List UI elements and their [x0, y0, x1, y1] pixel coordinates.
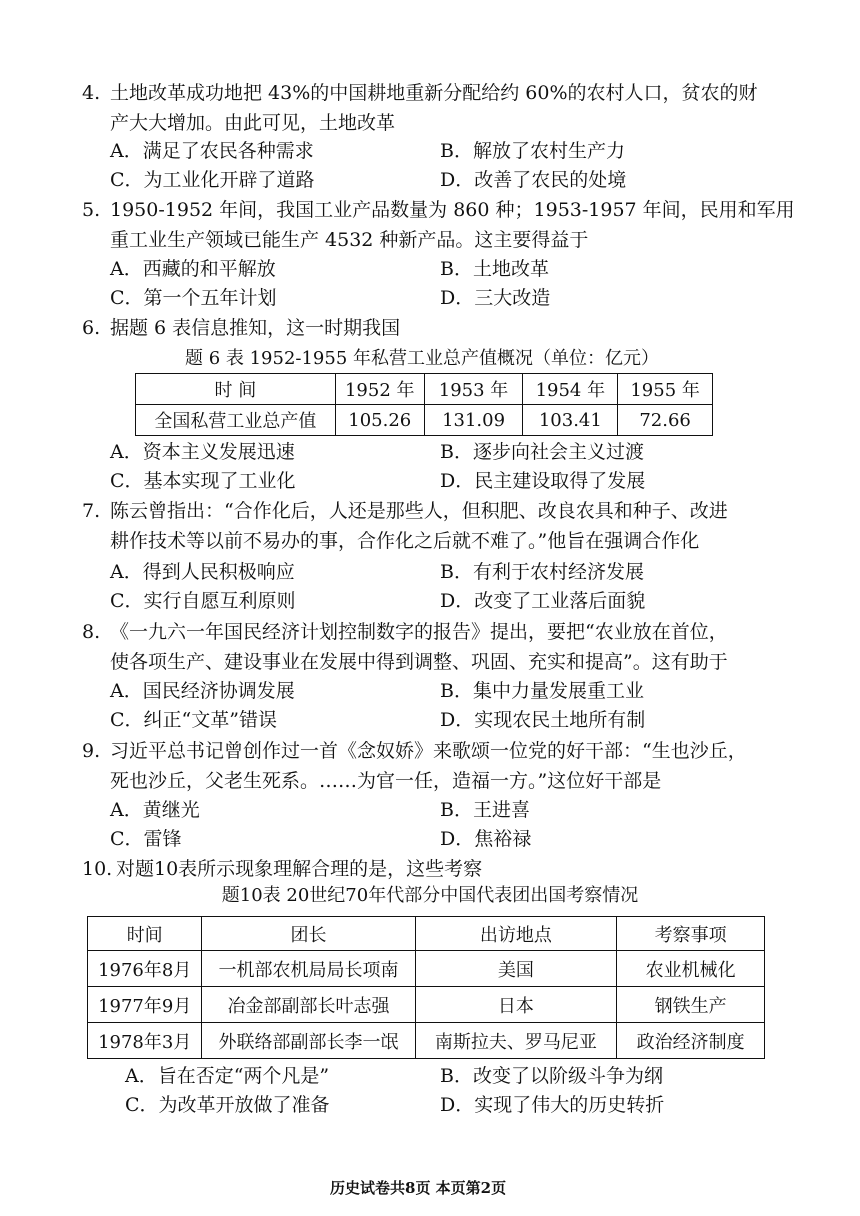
question-10 — [82, 854, 482, 884]
option-c[interactable]: C．实行自愿互利原则 — [110, 590, 296, 612]
option-c[interactable]: C．为改革开放做了准备 — [125, 1094, 330, 1116]
option-a[interactable]: A．黄继光 — [110, 799, 200, 821]
table-caption: 题10表 20世纪70年代部分中国代表团出国考察情况 — [221, 885, 639, 906]
table-cell: 农业机械化 — [617, 951, 765, 987]
option-a[interactable]: A．资本主义发展迅速 — [110, 441, 295, 463]
question-number: 5. — [82, 199, 101, 221]
table-header-cell: 团长 — [202, 917, 415, 951]
question-4 — [82, 78, 758, 138]
table-10 — [87, 916, 765, 1059]
option-c[interactable]: C．基本实现了工业化 — [110, 470, 296, 492]
question-number: 9. — [82, 740, 101, 762]
table-caption: 题 6 表 1952-1955 年私营工业总产值概况（单位：亿元） — [184, 348, 660, 369]
option-a[interactable]: A．旨在否定“两个凡是” — [125, 1065, 330, 1087]
option-c[interactable]: C．纠正“文革”错误 — [110, 709, 277, 731]
question-5 — [82, 195, 795, 255]
table-cell: 外联络部副部长李一氓 — [202, 1023, 415, 1059]
option-b[interactable]: B．集中力量发展重工业 — [440, 680, 644, 702]
question-stem-line: 对题10表所示现象理解合理的是，这些考察 — [116, 858, 483, 880]
option-d[interactable]: D．三大改造 — [440, 287, 551, 309]
table-header-cell: 1953 年 — [424, 374, 523, 405]
question-stem-line: 1950-1952 年间，我国工业产品数量为 860 种；1953-1957 年间，民用和军用 — [110, 199, 795, 221]
question-stem-line: 耕作技术等以前不易办的事，合作化之后就不难了。”他旨在强调合作化 — [110, 530, 700, 552]
question-number: 4. — [82, 82, 101, 104]
option-a[interactable]: A．国民经济协调发展 — [110, 680, 295, 702]
question-6 — [82, 313, 400, 343]
table-cell: 日本 — [415, 987, 617, 1023]
option-b[interactable]: B．改变了以阶级斗争为纲 — [440, 1065, 663, 1087]
question-number: 7. — [82, 500, 101, 522]
question-number: 10. — [82, 858, 113, 880]
question-stem-line: 《一九六一年国民经济计划控制数字的报告》提出，要把“农业放在首位， — [110, 621, 728, 643]
table-cell: 政治经济制度 — [617, 1023, 765, 1059]
question-stem-line: 土地改革成功地把 43%的中国耕地重新分配给约 60%的农村人口，贫农的财 — [110, 82, 758, 104]
option-b[interactable]: B．解放了农村生产力 — [440, 140, 625, 162]
option-c[interactable]: C．雷锋 — [110, 828, 182, 850]
option-c[interactable]: C．第一个五年计划 — [110, 287, 277, 309]
table-cell: 一机部农机局局长项南 — [202, 951, 415, 987]
table-cell: 131.09 — [424, 405, 523, 436]
option-d[interactable]: D．改善了农民的处境 — [440, 169, 627, 191]
table-header-cell: 1955 年 — [618, 374, 713, 405]
table-row — [136, 405, 713, 436]
table-6 — [135, 373, 713, 436]
table-row — [88, 987, 765, 1023]
option-d[interactable]: D．焦裕禄 — [440, 828, 532, 850]
table-cell: 钢铁生产 — [617, 987, 765, 1023]
table-cell: 1976年8月 — [88, 951, 202, 987]
question-9 — [82, 736, 747, 796]
option-b[interactable]: B．王进喜 — [440, 799, 530, 821]
table-cell: 冶金部副部长叶志强 — [202, 987, 415, 1023]
question-stem-line: 陈云曾指出：“合作化后，人还是那些人，但积肥、改良农具和种子、改进 — [110, 500, 728, 522]
table-row — [88, 1023, 765, 1059]
table-cell: 1977年9月 — [88, 987, 202, 1023]
table-cell: 1978年3月 — [88, 1023, 202, 1059]
table-cell: 105.26 — [335, 405, 424, 436]
option-c[interactable]: C．为工业化开辟了道路 — [110, 169, 315, 191]
question-8 — [82, 617, 728, 677]
question-stem-line: 重工业生产领域已能生产 4532 种新产品。这主要得益于 — [110, 229, 589, 251]
question-stem-line: 习近平总书记曾创作过一首《念奴娇》来歌颂一位党的好干部：“生也沙丘， — [110, 740, 747, 762]
option-d[interactable]: D．民主建设取得了发展 — [440, 470, 646, 492]
table-header-row — [136, 374, 713, 405]
option-d[interactable]: D．改变了工业落后面貌 — [440, 590, 646, 612]
question-stem-line: 据题 6 表信息推知，这一时期我国 — [110, 317, 401, 339]
question-number: 8. — [82, 621, 101, 643]
question-stem-line: 死也沙丘，父老生死系。……为官一任，造福一方。”这位好干部是 — [110, 770, 662, 792]
option-a[interactable]: A．得到人民积极响应 — [110, 561, 295, 583]
table-cell: 美国 — [415, 951, 617, 987]
table-header-cell: 考察事项 — [617, 917, 765, 951]
question-7 — [82, 496, 728, 556]
table-cell: 103.41 — [523, 405, 618, 436]
option-b[interactable]: B．有利于农村经济发展 — [440, 561, 644, 583]
table-cell: 72.66 — [618, 405, 713, 436]
option-a[interactable]: A．满足了农民各种需求 — [110, 140, 314, 162]
question-stem-line: 使各项生产、建设事业在发展中得到调整、巩固、充实和提高”。这有助于 — [110, 651, 728, 673]
table-header-cell: 时间 — [88, 917, 202, 951]
table-header-cell: 出访地点 — [415, 917, 617, 951]
table-header-cell: 时 间 — [136, 374, 336, 405]
option-b[interactable]: B．逐步向社会主义过渡 — [440, 441, 644, 463]
table-cell: 全国私营工业总产值 — [136, 405, 336, 436]
question-stem-line: 产大大增加。由此可见，土地改革 — [110, 112, 396, 134]
table-row — [88, 951, 765, 987]
option-a[interactable]: A．西藏的和平解放 — [110, 258, 276, 280]
option-d[interactable]: D．实现农民土地所有制 — [440, 709, 646, 731]
question-number: 6. — [82, 317, 101, 339]
table-cell: 南斯拉夫、罗马尼亚 — [415, 1023, 617, 1059]
table-header-cell: 1952 年 — [335, 374, 424, 405]
option-d[interactable]: D．实现了伟大的历史转折 — [440, 1094, 665, 1116]
option-b[interactable]: B．土地改革 — [440, 258, 549, 280]
page-footer: 历史试卷共8页 本页第2页 — [330, 1179, 507, 1197]
table-header-row — [88, 917, 765, 951]
table-header-cell: 1954 年 — [523, 374, 618, 405]
